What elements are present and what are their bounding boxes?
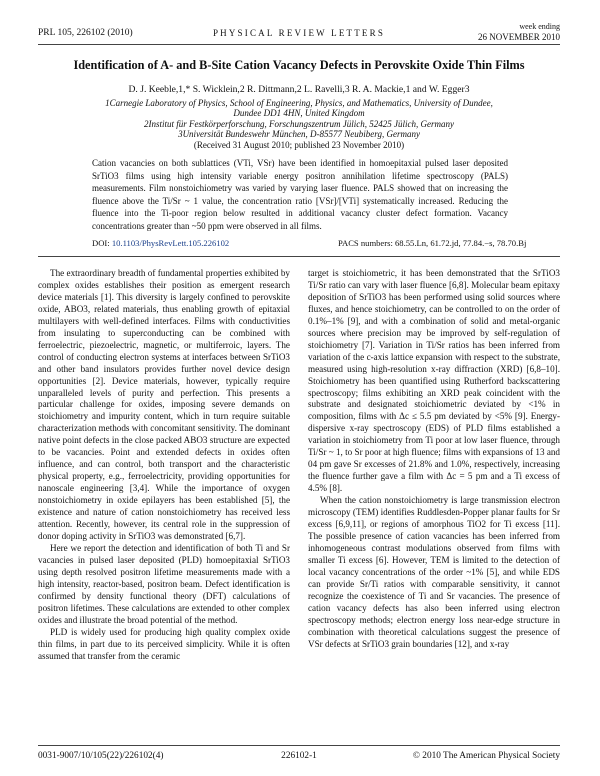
left-column: [38, 268, 290, 662]
paragraph: target is stoichiometric, it has been demonstrated that the SrTiO3 Ti/Sr ratio can vary with laser fluence [6,8]. Molecular beam epitaxy deposition of SrTiO3 has been performed using solid sources where fluxes, and hence stoichiometry, can be controlled to on the order of 0.1%–1% [9], and with a combination of solid and metal-organic sources where precision may be improved by self-regulation of stoichiometry [7]. Variation in Ti/Sr ratios has been inferred from variation of the c-axis lattice expansion with respect to the substrate, measured using high-resolution x-ray diffraction (XRD) [6,8–10]. Stoichiometry has been quantified using Rutherford backscattering spectroscopy; films exhibiting an XRD peak coincident with the substrate and designated stoichiometric deviated by <1% in composition, films with Δc ≤ 5.5 pm deviated by <5% [9]. Energy-dispersive x-ray spectroscopy (EDS) of PLD films established a variation in stoichiometry from Ti poor at low laser fluence, through Ti/Sr ~ 1, to Sr poor at high fluence; films with expansions of 13 and 04 pm gave Sr excesses of 21.8% and 1.0%, respectively, increasing the fluence further gave a film with Δc = 5 pm and a Ti excess of 4.5% [8].: [308, 268, 560, 494]
doi-link[interactable]: 10.1103/PhysRevLett.105.226102: [111, 238, 230, 248]
right-column: [308, 268, 560, 651]
affiliation-2: 2Institut für Festkörperforschung, Forschungszentrum Jülich, 52425 Jülich, Germany: [144, 118, 454, 129]
paragraph: When the cation nonstoichiometry is large transmission electron microscopy (TEM) identifies Ruddlesden-Popper planar faults for Sr excess [6,9,11], or regions of amorphous TiO2 for Ti excess [11]. The possible presence of cation vacancies has been inferred from inhomogeneous contrast modulations observed from films with smaller Ti excess [6]. However, TEM is limited to the detection of local vacancy concentrations of the order ~1% [5], and while EDS can provide Sr/Ti ratios with comparable sensitivity, it cannot recognize the coexistence of Ti and Sr vacancies. The presence of cation vacancy defects has also been inferred using electron spectroscopy methods; electron energy loss near-edge structure in combination with theoretical calculations suggest the presence of VSr defects at SrTiO3 grain boundaries [12], and x-ray: [308, 495, 560, 649]
paper-title: Identification of A- and B-Site Cation Vacancy Defects in Perovskite Oxide Thin Films: [73, 58, 525, 72]
affiliations: [38, 98, 560, 150]
issn-code: 0031-9007/10/105(22)/226102(4): [38, 751, 164, 761]
journal-name: PHYSICAL REVIEW LETTERS: [212, 28, 386, 38]
copyright-notice: © 2010 The American Physical Society: [412, 751, 560, 761]
affiliation-3: 3Universität Bundeswehr München, D-85577 Neubiberg, Germany: [178, 129, 420, 140]
abstract-rule: [38, 256, 560, 257]
issue-date: [478, 22, 560, 42]
paragraph: PLD is widely used for producing high quality complex oxide thin films, in part due to its perceived simplicity. While it is often assumed that transfer from the ceramic: [38, 626, 290, 661]
paragraph: The extraordinary breadth of fundamental properties exhibited by complex oxides establishes their position as emergent research device materials [1]. This diversity is largely confined to perovskite oxide, ABO3, related materials, thus enabling growth of epitaxial multilayers with well-defined interfaces. Films with conductivities from insulating to superconducting can be combined with ferroelectric, piezoelectric, magnetic, or multiferroic, layers. The control of conducting electron systems at interfaces between SrTiO3 and other band insulators provides further novel device design opportunities [2]. Device materials, however, typically require unparalleled levels of purity and perfection. This presents a particular challenge for oxides, imposing severe demands on stoichiometry and impurity content, which in turn require suitable characterization methods with concomitant sensitivity. The dominant native point defects in the close packed ABO3 structure are expected to be vacancies. Point and extended defects in oxides often influence, and can control, both transport and the characteristic physical property, e.g., ferroelectricity, providing opportunities for nanoscale engineering [3,4]. While the importance of oxygen nonstoichiometry in oxide epilayers has been established [5], the existence and nature of cation nonstoichiometry has received less attention. Recently, however, its central role in the suppression of donor doping activity in SrTiO3 was demonstrated [6,7].: [38, 268, 290, 541]
header-rule: [38, 44, 560, 45]
footer-rule: [38, 745, 560, 746]
doi-line: [92, 238, 229, 248]
paragraph: Here we report the detection and identification of both Ti and Sr vacancies in pulsed laser deposited (PLD) homoepitaxial SrTiO3 using depth resolved positron lifetime measurements made with a high intensity, reactor-based, positron beam. Defect identification is confirmed by density functional theory (DFT) calculations of positron lifetimes. These calculations are extended to other complex oxides and illustrate the broad potential of the method.: [38, 542, 290, 625]
author-list: D. J. Keeble,1,* S. Wicklein,2 R. Dittmann,2 L. Ravelli,3 R. A. Mackie,1 and W. Egger3: [128, 84, 470, 95]
week-label: week ending: [519, 22, 560, 31]
affiliation-1b: Dundee DD1 4HN, United Kingdom: [233, 108, 365, 119]
week-date: 26 NOVEMBER 2010: [477, 32, 560, 42]
doi-label: DOI:: [92, 238, 110, 248]
journal-reference: PRL 105, 226102 (2010): [38, 28, 133, 38]
abstract: Cation vacancies on both sublattices (VTi, VSr) have been identified in homoepitaxial pulsed laser deposited SrTiO3 films using high intensity variable energy positron annihilation lifetime spectroscopy (PALS) measurements. Film nonstoichiometry was varied by varying laser fluence. PALS showed that on increasing the fluence above the Ti/Sr ~ 1 value, the concentration ratio [VSr]/[VTi] systematically increased. Reducing the fluence into the Ti-poor region below resulted in additional vacancy cluster defect formation. Vacancy concentrations greater than ~50 ppm were observed in all films.: [92, 158, 508, 231]
page-number: 226102-1: [281, 751, 317, 761]
pacs-numbers: PACS numbers: 68.55.Ln, 61.72.jd, 77.84.−s, 78.70.Bj: [338, 238, 527, 248]
received-date: (Received 31 August 2010; published 23 November 2010): [193, 139, 405, 150]
affiliation-1a: 1Carnegie Laboratory of Physics, School of Engineering, Physics, and Mathematics, University of Dundee,: [105, 98, 493, 108]
running-header: [38, 22, 560, 42]
